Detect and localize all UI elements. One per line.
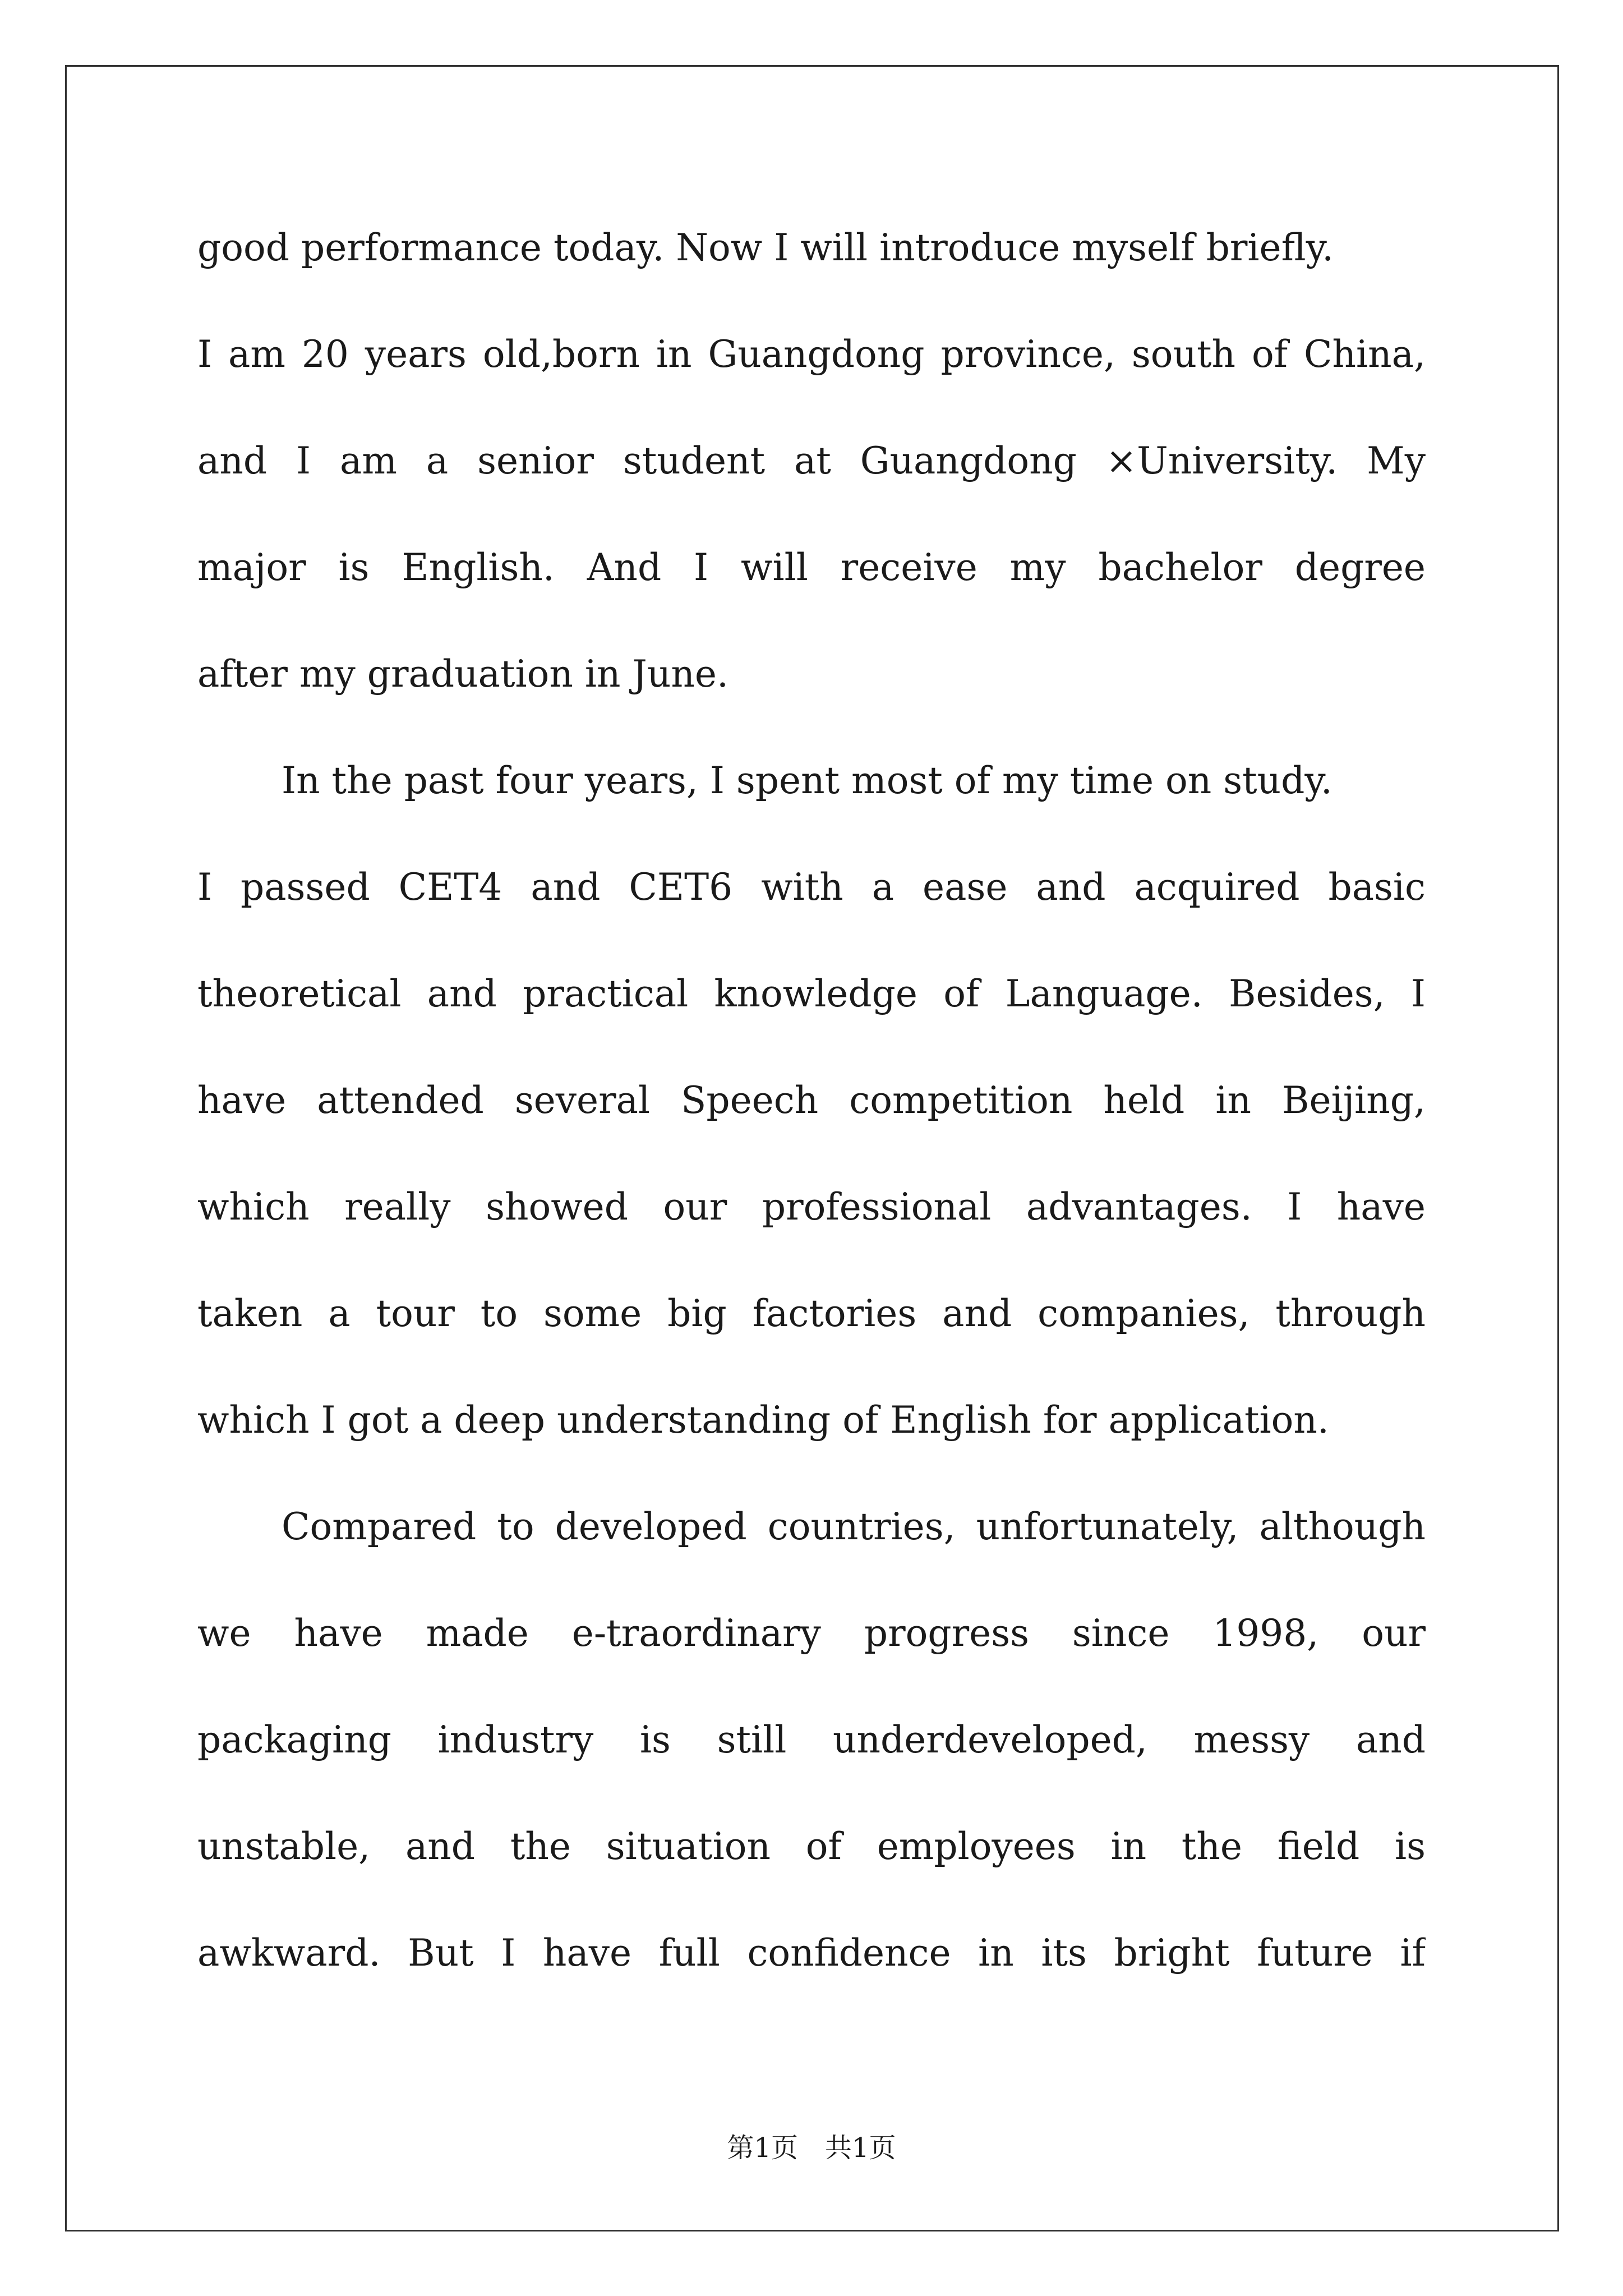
- text-line: I passed CET4 and CET6 with a ease and acquired basic: [197, 866, 1426, 909]
- text-line: I am 20 years old,born in Guangdong province, south of China,: [197, 333, 1426, 376]
- text-line: after my graduation in June.: [197, 652, 728, 696]
- page-number-footer: 第1页 共1页: [727, 2132, 896, 2164]
- text-line: and I am a senior student at Guangdong ×University. My: [197, 439, 1426, 482]
- text-line: we have made e-traordinary progress since 1998, our: [197, 1612, 1426, 1655]
- text-line: unstable, and the situation of employees in the field is: [197, 1825, 1426, 1868]
- text-line: which really showed our professional advantages. I have: [197, 1185, 1426, 1228]
- text-line: theoretical and practical knowledge of Language. Besides, I: [197, 972, 1426, 1015]
- paragraph-first-line: Compared to developed countries, unfortunately, although: [282, 1505, 1426, 1548]
- text-line: good performance today. Now I will introduce myself briefly.: [197, 226, 1334, 269]
- text-line: packaging industry is still underdeveloped, messy and: [197, 1718, 1426, 1761]
- text-line: taken a tour to some big factories and companies, through: [197, 1292, 1426, 1335]
- paragraph-first-line: In the past four years, I spent most of my time on study.: [282, 759, 1332, 802]
- text-line: have attended several Speech competition held in Beijing,: [197, 1079, 1426, 1122]
- text-line: major is English. And I will receive my bachelor degree: [197, 546, 1426, 589]
- text-line: awkward. But I have full confidence in its bright future if: [197, 1931, 1426, 1975]
- document-body: [197, 214, 1426, 2026]
- text-line: which I got a deep understanding of English for application.: [197, 1398, 1329, 1442]
